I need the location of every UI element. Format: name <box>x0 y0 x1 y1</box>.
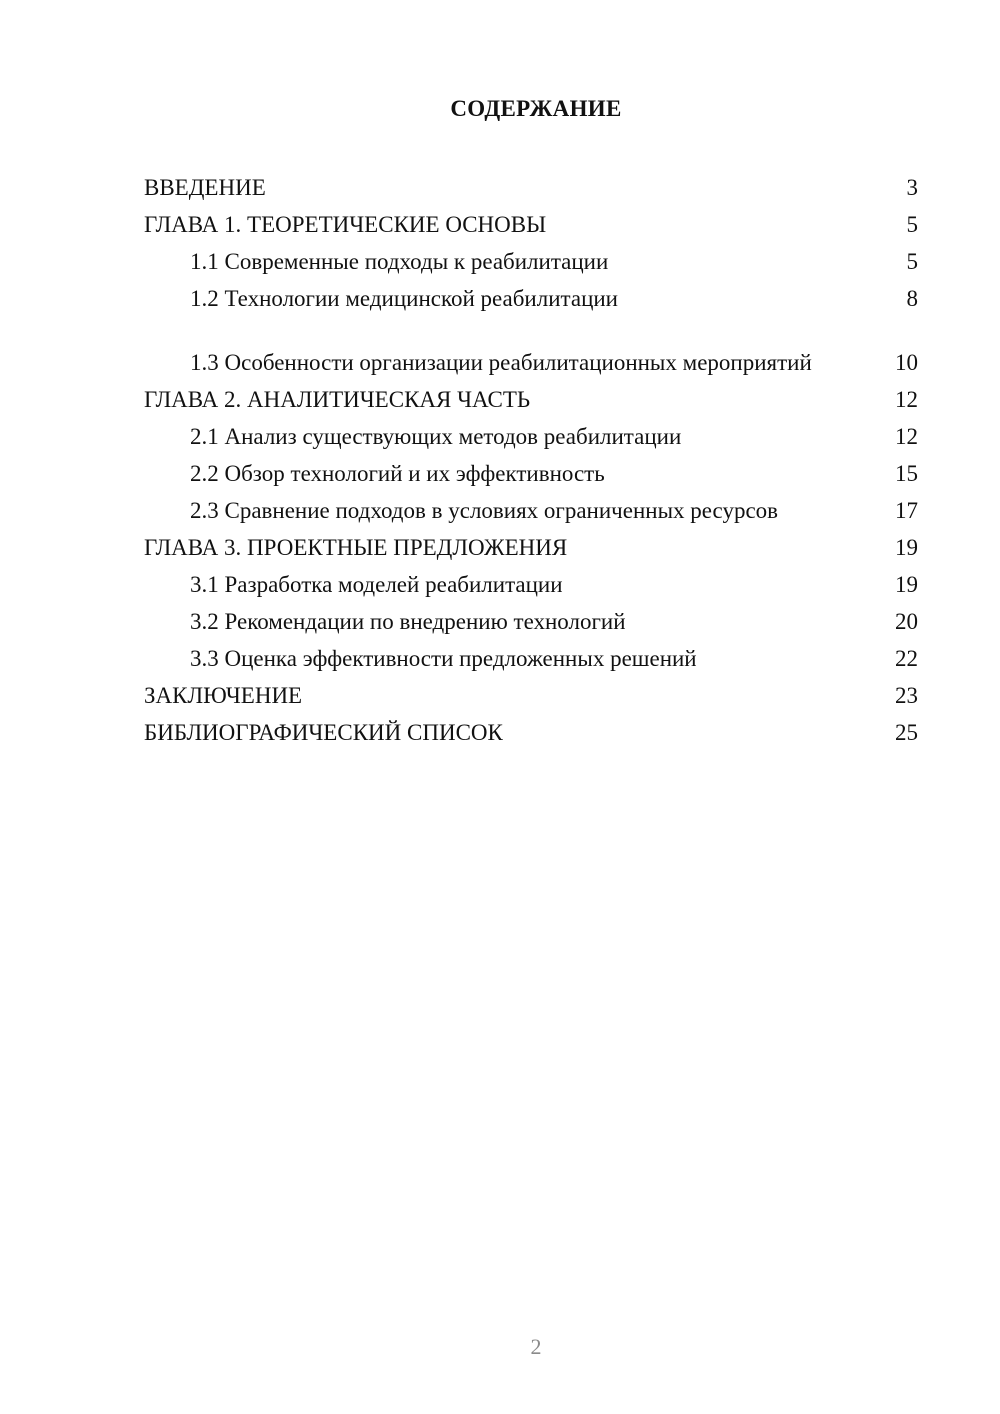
toc-entry <box>144 243 918 280</box>
toc-entry-title: ГЛАВА 3. ПРОЕКТНЫЕ ПРЕДЛОЖЕНИЯ <box>144 535 568 560</box>
toc-entry <box>144 603 918 640</box>
toc-entry-page: 5 <box>906 249 918 274</box>
page-number: 2 <box>530 1334 542 1359</box>
toc-entry-page: 22 <box>895 646 918 671</box>
toc-entry-page: 12 <box>895 387 918 412</box>
toc-entry-page: 10 <box>895 350 918 375</box>
toc-entry <box>144 455 918 492</box>
toc-entry-title: ЗАКЛЮЧЕНИЕ <box>144 683 303 708</box>
toc-entry-page: 20 <box>895 609 918 634</box>
toc-entry-title: 2.1 Анализ существующих методов реабилитации <box>190 424 682 449</box>
toc-entry-page: 3 <box>906 175 918 200</box>
toc-entry <box>144 529 918 566</box>
toc-entry-title: 3.1 Разработка моделей реабилитации <box>190 572 563 597</box>
toc-entry <box>144 566 918 603</box>
toc-entry-title: ВВЕДЕНИЕ <box>144 175 266 200</box>
toc-entry <box>144 418 918 455</box>
toc-title: СОДЕРЖАНИЕ <box>450 96 622 121</box>
toc-entry-title: 3.2 Рекомендации по внедрению технологий <box>190 609 626 634</box>
table-of-contents <box>144 169 918 751</box>
toc-entry-page: 19 <box>895 535 918 560</box>
toc-entry <box>144 169 918 206</box>
toc-entry-page: 19 <box>895 572 918 597</box>
toc-entry-title: 3.3 Оценка эффективности предложенных решений <box>190 646 697 671</box>
toc-entry <box>144 640 918 677</box>
toc-entry-page: 25 <box>895 720 918 745</box>
toc-entry-page: 5 <box>906 212 918 237</box>
toc-entry <box>144 206 918 243</box>
toc-entry <box>144 317 918 381</box>
toc-entry-title: ГЛАВА 2. АНАЛИТИЧЕСКАЯ ЧАСТЬ <box>144 387 531 412</box>
toc-entry-page: 15 <box>895 461 918 486</box>
toc-entry-page: 23 <box>895 683 918 708</box>
toc-entry-title: 2.2 Обзор технологий и их эффективность <box>190 461 605 486</box>
toc-entry <box>144 492 918 529</box>
toc-entry-page: 17 <box>895 498 918 523</box>
toc-entry-page: 8 <box>906 286 918 311</box>
toc-entry-title: 1.1 Современные подходы к реабилитации <box>190 249 609 274</box>
toc-entry <box>144 381 918 418</box>
toc-entry <box>144 677 918 714</box>
toc-entry <box>144 280 918 317</box>
toc-entry-page: 12 <box>895 424 918 449</box>
toc-entry-title: 2.3 Сравнение подходов в условиях ограниченных ресурсов <box>190 498 779 523</box>
toc-entry-title: ГЛАВА 1. ТЕОРЕТИЧЕСКИЕ ОСНОВЫ <box>144 212 547 237</box>
toc-entry-title: 1.3 Особенности организации реабилитационных мероприятий <box>190 350 812 375</box>
toc-entry <box>144 714 918 751</box>
toc-entry-title: БИБЛИОГРАФИЧЕСКИЙ СПИСОК <box>144 720 503 745</box>
toc-entry-title: 1.2 Технологии медицинской реабилитации <box>190 286 618 311</box>
